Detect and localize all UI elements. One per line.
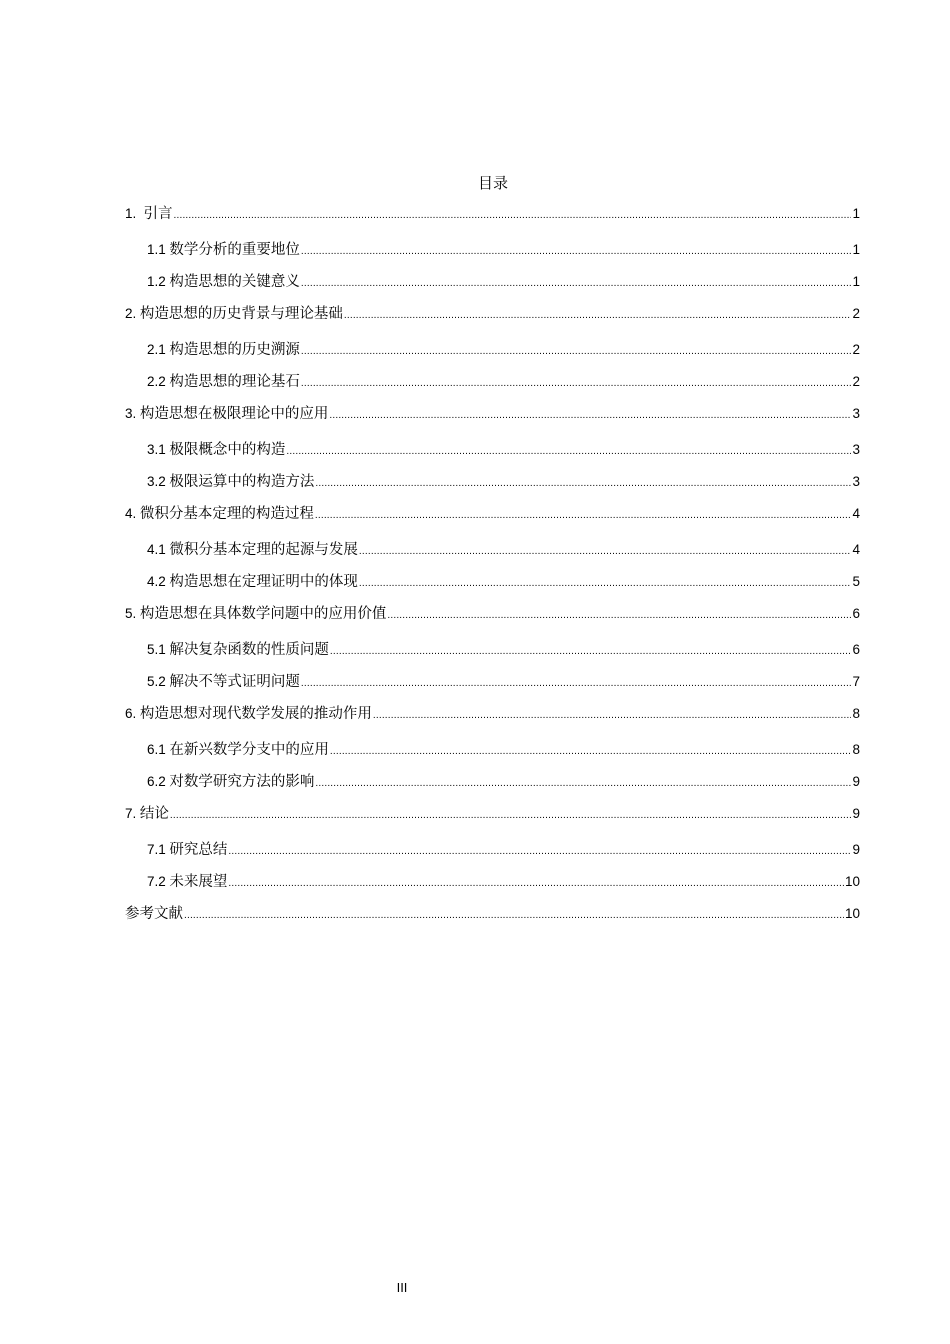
dot-leader xyxy=(301,372,852,396)
toc-entry-text: 对数学研究方法的影响 xyxy=(165,774,315,790)
toc-page-number: 10 xyxy=(844,906,860,921)
toc-entry-number: 6.2 xyxy=(147,774,166,789)
toc-entry-label xyxy=(147,738,329,762)
toc-entry-text: 构造思想在定理证明中的体现 xyxy=(165,574,358,590)
toc-entry-number: 2. xyxy=(125,306,137,321)
toc-entry-number: 5. xyxy=(125,606,137,621)
toc-entry-text: 构造思想的关键意义 xyxy=(165,274,300,290)
toc-entry-label xyxy=(125,302,343,326)
toc-entry-number: 4.2 xyxy=(147,574,166,589)
toc-entry-label xyxy=(147,270,300,294)
toc-entry-number: 3.2 xyxy=(147,474,166,489)
toc-page-number: 6 xyxy=(852,642,860,657)
toc-page-number: 10 xyxy=(844,874,860,889)
toc-entry-text: 数学分析的重要地位 xyxy=(165,242,300,258)
toc-page-number: 9 xyxy=(852,774,860,789)
dot-leader xyxy=(359,572,852,596)
toc-page-number: 6 xyxy=(852,606,860,621)
toc-subsection-entry[interactable] xyxy=(147,670,860,694)
toc-subsection-entry[interactable] xyxy=(147,270,860,294)
toc-subsection-entry[interactable] xyxy=(147,238,860,262)
toc-entry-label xyxy=(125,502,314,526)
toc-entry-text: 未来展望 xyxy=(165,874,228,890)
dot-leader xyxy=(315,772,851,796)
toc-entry-text: 解决不等式证明问题 xyxy=(165,674,300,690)
dot-leader xyxy=(315,504,852,528)
toc-entry-label xyxy=(125,702,372,726)
toc-page-number: 4 xyxy=(852,542,860,557)
toc-entry-number: 7.1 xyxy=(147,842,166,857)
toc-entry-label xyxy=(147,238,300,262)
toc-page-number: 5 xyxy=(852,574,860,589)
toc-section-entry[interactable] xyxy=(125,602,860,626)
dot-leader xyxy=(170,804,852,828)
toc-page-number: 2 xyxy=(852,342,860,357)
toc-page-number: 2 xyxy=(852,306,860,321)
toc-section-entry[interactable] xyxy=(125,502,860,526)
dot-leader xyxy=(330,640,852,664)
toc-entry-number: 5.1 xyxy=(147,642,166,657)
toc-subsection-entry[interactable] xyxy=(147,570,860,594)
toc-entry-label xyxy=(147,338,300,362)
toc-subsection-entry[interactable] xyxy=(147,838,860,862)
toc-entry-number: 7.2 xyxy=(147,874,166,889)
toc-page-number: 9 xyxy=(852,842,860,857)
dot-leader xyxy=(373,704,852,728)
dot-leader xyxy=(286,440,851,464)
toc-title: 目录 xyxy=(477,176,508,192)
toc-page-number: 3 xyxy=(852,442,860,457)
toc-entry-label xyxy=(125,602,386,626)
toc-entry-text: 构造思想在具体数学问题中的应用价值 xyxy=(136,606,387,622)
dot-leader xyxy=(184,904,844,928)
toc-entry-label xyxy=(125,802,169,826)
toc-page-number: 1 xyxy=(852,242,860,257)
toc-section-entry[interactable] xyxy=(125,402,860,426)
toc-entry-number: 6.1 xyxy=(147,742,166,757)
toc-entry-number: 7. xyxy=(125,806,137,821)
toc-subsection-entry[interactable] xyxy=(147,438,860,462)
toc-page-number: 3 xyxy=(852,474,860,489)
toc-entry-text: 引言 xyxy=(136,206,173,222)
toc-entry-text: 构造思想的历史背景与理论基础 xyxy=(136,306,343,322)
toc-entry-number: 3. xyxy=(125,406,137,421)
toc-subsection-entry[interactable] xyxy=(147,470,860,494)
toc-entry-number: 1.2 xyxy=(147,274,166,289)
toc-page-number: 8 xyxy=(852,706,860,721)
toc-entry-text: 极限概念中的构造 xyxy=(165,442,286,458)
dot-leader xyxy=(301,272,852,296)
toc-entry-label xyxy=(147,438,285,462)
toc-entry-text: 构造思想的历史溯源 xyxy=(165,342,300,358)
toc-section-entry[interactable] xyxy=(125,202,860,226)
dot-leader xyxy=(315,472,851,496)
dot-leader xyxy=(344,304,852,328)
toc-entry-number: 3.1 xyxy=(147,442,166,457)
toc-page-number: 8 xyxy=(852,742,860,757)
dot-leader xyxy=(329,404,851,428)
toc-entry-text: 构造思想在极限理论中的应用 xyxy=(136,406,329,422)
toc-entry-text: 极限运算中的构造方法 xyxy=(165,474,315,490)
toc-entry-number: 1.1 xyxy=(147,242,166,257)
toc-subsection-entry[interactable] xyxy=(147,770,860,794)
page-number: III xyxy=(396,1280,408,1295)
toc-entry-text: 微积分基本定理的构造过程 xyxy=(136,506,314,522)
toc-entry-label xyxy=(147,770,314,794)
toc-entry-number: 2.2 xyxy=(147,374,166,389)
toc-section-entry[interactable] xyxy=(125,902,860,926)
toc-entry-text: 构造思想对现代数学发展的推动作用 xyxy=(136,706,372,722)
toc-entry-label xyxy=(147,670,300,694)
toc-entry-text: 结论 xyxy=(136,806,169,822)
toc-subsection-entry[interactable] xyxy=(147,870,860,894)
toc-entry-label xyxy=(147,838,227,862)
toc-entry-number: 2.1 xyxy=(147,342,166,357)
toc-subsection-entry[interactable] xyxy=(147,738,860,762)
toc-section-entry[interactable] xyxy=(125,802,860,826)
toc-entry-text: 参考文献 xyxy=(125,906,183,922)
toc-entry-text: 研究总结 xyxy=(165,842,228,858)
toc-entry-label xyxy=(125,402,328,426)
toc-entry-text: 解决复杂函数的性质问题 xyxy=(165,642,329,658)
toc-section-entry[interactable] xyxy=(125,702,860,726)
dot-leader xyxy=(301,240,852,264)
toc-entry-number: 1. xyxy=(125,206,137,221)
dot-leader xyxy=(301,340,852,364)
dot-leader xyxy=(359,540,852,564)
dot-leader xyxy=(228,840,851,864)
toc-entry-text: 微积分基本定理的起源与发展 xyxy=(165,542,358,558)
toc-entry-label xyxy=(125,902,183,926)
toc-page-number: 1 xyxy=(852,206,860,221)
toc-entry-label xyxy=(147,538,358,562)
toc-page-number: 3 xyxy=(852,406,860,421)
dot-leader xyxy=(174,204,852,228)
toc-page-number: 4 xyxy=(852,506,860,521)
toc-subsection-entry[interactable] xyxy=(147,638,860,662)
toc-entry-number: 6. xyxy=(125,706,137,721)
dot-leader xyxy=(301,672,852,696)
toc-entry-text: 构造思想的理论基石 xyxy=(165,374,300,390)
toc-page-number: 2 xyxy=(852,374,860,389)
toc-entry-label xyxy=(147,570,358,594)
toc-entry-number: 4.1 xyxy=(147,542,166,557)
toc-subsection-entry[interactable] xyxy=(147,370,860,394)
toc-subsection-entry[interactable] xyxy=(147,338,860,362)
toc-section-entry[interactable] xyxy=(125,302,860,326)
toc-entry-label xyxy=(147,638,329,662)
toc-entry-label xyxy=(125,202,173,226)
toc-entry-text: 在新兴数学分支中的应用 xyxy=(165,742,329,758)
toc-entry-label xyxy=(147,870,227,894)
toc-page-number: 7 xyxy=(852,674,860,689)
toc-page-number: 1 xyxy=(852,274,860,289)
toc-entry-number: 4. xyxy=(125,506,137,521)
toc-entry-label xyxy=(147,470,314,494)
toc-subsection-entry[interactable] xyxy=(147,538,860,562)
toc-entry-label xyxy=(147,370,300,394)
toc-entry-number: 5.2 xyxy=(147,674,166,689)
dot-leader xyxy=(330,740,852,764)
dot-leader xyxy=(387,604,851,628)
toc-page-number: 9 xyxy=(852,806,860,821)
dot-leader xyxy=(228,872,844,896)
